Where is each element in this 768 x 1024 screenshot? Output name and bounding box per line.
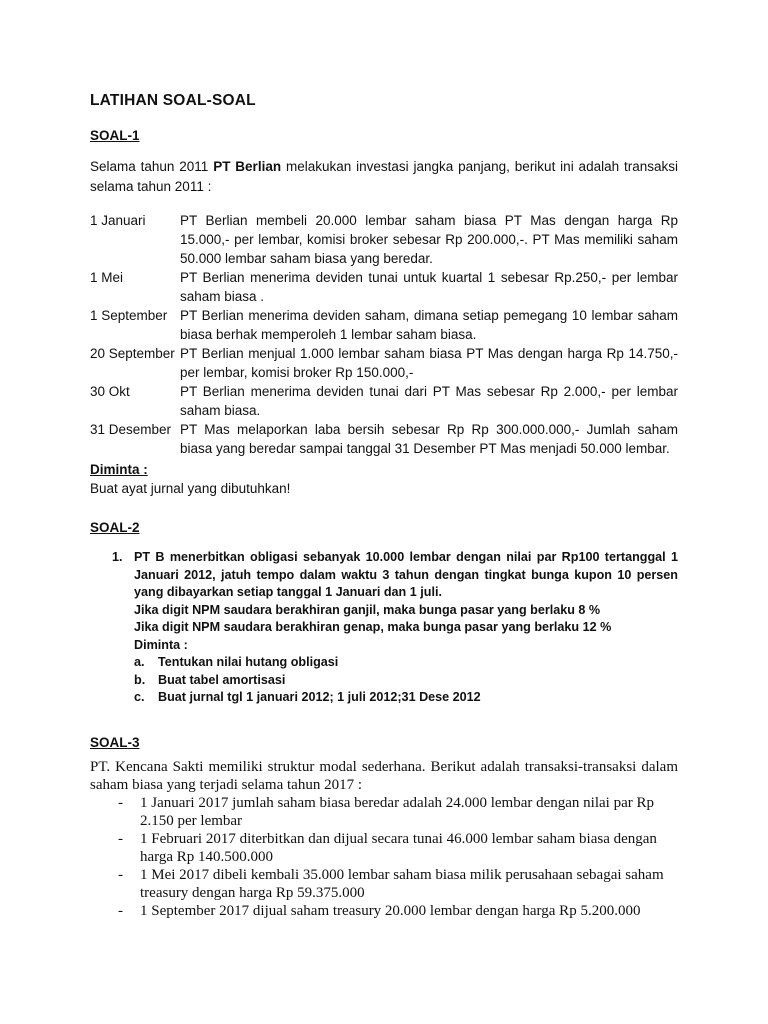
list-item — [90, 866, 678, 902]
transaction-text: PT Berlian menerima deviden tunai untuk kuartal 1 sebesar Rp.250,- per lembar saham biasa . — [180, 270, 678, 304]
transaction-date: 1 Mei — [90, 270, 124, 285]
list-item-text: 1 Januari 2017 jumlah saham biasa beredar adalah 24.000 lembar dengan nilai par Rp 2.150 per lembar — [140, 794, 654, 829]
list-item-text: 1 Mei 2017 dibeli kembali 35.000 lembar saham biasa milik perusahaan sebagai saham treasury dengan harga Rp 59.375.000 — [140, 866, 664, 901]
list-item-text: 1 September 2017 dijual saham treasury 20.000 lembar dengan harga Rp 5.200.000 — [140, 902, 641, 919]
transaction-row — [90, 420, 678, 458]
transaction-text: PT Mas melaporkan laba bersih sebesar Rp Rp 300.000.000,- Jumlah saham biasa yang beredar sampai tanggal 31 Desember PT Mas menjadi 50.000 lembar. — [180, 422, 678, 456]
list-dash: - — [118, 794, 123, 811]
list-item — [90, 549, 678, 707]
sub-item — [134, 672, 678, 690]
soal-3-heading: SOAL-3 — [90, 734, 140, 750]
list-item — [90, 830, 678, 866]
soal-2-diminta-label: Diminta : — [134, 637, 188, 652]
soal-3-list — [90, 794, 678, 920]
list-dash: - — [118, 866, 123, 883]
transaction-row — [90, 344, 678, 382]
document-page — [90, 92, 678, 920]
transaction-date: 31 Desember — [90, 422, 172, 437]
transaction-row — [90, 306, 678, 344]
transaction-text: PT Berlian menerima deviden saham, dimana setiap pemegang 10 lembar saham biasa berhak memperoleh 1 lembar saham biasa. — [180, 308, 678, 342]
transaction-text: PT Berlian membeli 20.000 lembar saham biasa PT Mas dengan harga Rp 15.000,- per lembar, komisi broker sebesar Rp 200.000,-. PT Mas memiliki saham 50.000 lembar saham biasa yang beredar. — [180, 213, 678, 266]
transaction-row — [90, 268, 678, 306]
soal-2-ganjil: Jika digit NPM saudara berakhiran ganjil, maka bunga pasar yang berlaku 8 % — [134, 602, 601, 617]
transaction-text: PT Berlian menerima deviden tunai dari PT Mas sebesar Rp 2.000,- per lembar saham biasa. — [180, 384, 678, 418]
soal-1-diminta-label: Diminta : — [90, 462, 148, 477]
transaction-date: 1 Januari — [90, 213, 146, 228]
list-dash: - — [118, 902, 123, 919]
sub-item-letter: c. — [134, 690, 145, 704]
soal-1-transactions — [90, 211, 678, 458]
list-dash: - — [118, 830, 123, 847]
list-item — [90, 794, 678, 830]
sub-item-text: Buat jurnal tgl 1 januari 2012; 1 juli 2012;31 Dese 2012 — [158, 690, 481, 704]
soal-1-diminta-text: Buat ayat jurnal yang dibutuhkan! — [90, 481, 291, 496]
soal-2-text: PT B menerbitkan obligasi sebanyak 10.000 lembar dengan nilai par Rp100 tertanggal 1 Januari 2012, jatuh tempo dalam waktu 3 tahun dengan tingkat bunga kupon 10 persen yang dibayarkan setiap tanggal 1 Januari dan 1 juli. — [134, 550, 678, 599]
sub-item — [134, 689, 678, 707]
list-item — [90, 902, 678, 920]
sub-item-text: Buat tabel amortisasi — [158, 672, 286, 687]
transaction-date: 1 September — [90, 308, 168, 323]
transaction-date: 30 Okt — [90, 384, 130, 399]
soal-3-intro: PT. Kencana Sakti memiliki struktur modal sederhana. Berikut adalah transaksi-transaksi dalam saham biasa yang terjadi selama tahun 2017 : — [90, 758, 678, 793]
transaction-row — [90, 211, 678, 268]
soal-1-intro: Selama tahun 2011 PT Berlian melakukan investasi jangka panjang, berikut ini adalah transaksi selama tahun 2011 : — [90, 159, 678, 194]
transaction-row — [90, 382, 678, 420]
sub-item-letter: a. — [134, 655, 145, 669]
sub-item-text: Tentukan nilai hutang obligasi — [158, 655, 339, 669]
transaction-text: PT Berlian menjual 1.000 lembar saham biasa PT Mas dengan harga Rp 14.750,- per lembar, komisi broker Rp 150.000,- — [180, 346, 678, 380]
list-number: 1. — [112, 550, 123, 564]
soal-2-heading: SOAL-2 — [90, 520, 140, 535]
transaction-date: 20 September — [90, 346, 175, 361]
soal-2-genap: Jika digit NPM saudara berakhiran genap, maka bunga pasar yang berlaku 12 % — [134, 620, 612, 634]
soal-2-list — [90, 549, 678, 707]
sub-item — [134, 654, 678, 672]
soal-1-heading: SOAL-1 — [90, 128, 140, 143]
sub-item-letter: b. — [134, 672, 146, 687]
document-title: LATIHAN SOAL-SOAL — [90, 92, 256, 109]
list-item-text: 1 Februari 2017 diterbitkan dan dijual secara tunai 46.000 lembar saham biasa dengan harga Rp 140.500.000 — [140, 830, 657, 865]
